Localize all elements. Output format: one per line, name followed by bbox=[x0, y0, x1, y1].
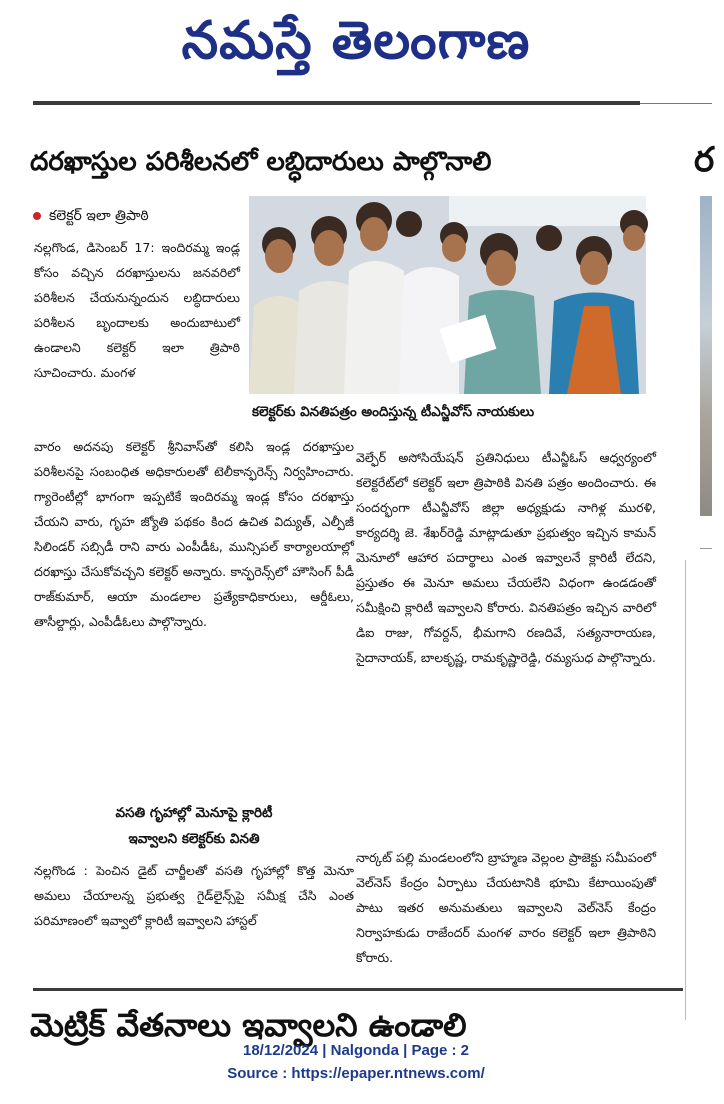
news-photo-illustration bbox=[249, 196, 646, 394]
byline bbox=[33, 205, 149, 227]
photo-caption: కలెక్టర్‌కు వినతిపత్రం అందిస్తున్న టీఎన్జీవోస్ నాయకులు bbox=[252, 404, 535, 420]
article2-subhead-line2: ఇవ్వాలని కలెక్టర్‌కు వినతి bbox=[128, 831, 260, 847]
article2-col2: వెల్ఫేర్ అసోసియేషన్ ప్రతినిధులు టీఎన్జీఓస్ ఆధ్వర్యంలో కలెక్టరేట్‌లో కలెక్టర్ ఇలా త్రిపాఠికి వినతి పత్రం అందించారు. ఈ సందర్భంగా టీఎన్జీవోస్ జిల్లా అధ్యక్షుడు నాగిళ్ల మురళి, కార్యదర్శి జె. శేఖర్‌రెడ్డి మాట్లాడుతూ ప్రభుత్వం ఇచ్చిన కామన్ మెనూలో ఆహార పదార్థాలు ఎంత ఇవ్వాలనే క్లారిటీ లేదని, ప్రస్తుతం ఈ మెనూ అమలు చేయలేని విధంగా ఉండడంతో సమీక్షించి క్లారిటీ ఇవ్వాలని కోరారు. వినతిపత్రం ఇచ్చిన వారిలో డిఐ రాజు, గోవర్దన్, భీమగాని రణదివే, సత్యనారాయణ, సైదానాయక్, బాలకృష్ణ, రామకృష్ణారెడ్డి, రమ్యసుధ పాల్గొన్నారు. bbox=[356, 450, 656, 665]
adjacent-column-cut bbox=[700, 565, 712, 995]
bottom-rule bbox=[33, 988, 683, 991]
top-rule bbox=[33, 101, 640, 105]
adjacent-article-cut-headline: ర bbox=[694, 140, 715, 180]
footer-source: Source : https://epaper.ntnews.com/ bbox=[227, 1065, 485, 1082]
article1-column-bottom bbox=[34, 434, 354, 634]
article2-subhead bbox=[34, 800, 354, 852]
footer-date-edition: 18/12/2024 | Nalgonda | Page : 2 bbox=[243, 1042, 469, 1059]
article2-column-right bbox=[356, 445, 656, 670]
byline-text: కలెక్టర్ ఇలా త్రిపాఠి bbox=[49, 208, 149, 224]
next-article-headline-cut: మెట్రిక్ వేతనాలు ఇవ్వాలని ఉండాలి bbox=[30, 1006, 467, 1044]
article-headline: దరఖాస్తుల పరిశీలనలో లబ్ధిదారులు పాల్గొనాలి bbox=[30, 147, 492, 177]
masthead-title: నమస్తే తెలంగాణ bbox=[181, 11, 531, 71]
article2-column-left bbox=[34, 858, 354, 933]
article3-para1: నార్కట్ పల్లి మండలంలోని బ్రాహ్మణ వెల్లంల ప్రాజెక్టు సమీపంలో వెల్‌నెస్ కేంద్రం ఏర్పాటు చేయటానికి భూమి కేటాయింపుతో పాటు ఇతర అనుమతులు ఇవ్వాలని వెల్‌నెస్ కేంద్రం నిర్వాహకుడు రాజేందర్ మంగళ వారం కలెక్టర్ ఇలా త్రిపాఠిని కోరారు. bbox=[356, 850, 656, 965]
article1-column-top bbox=[34, 235, 240, 385]
article1-para2: వారం అదనపు కలెక్టర్ శ్రీనివాస్‌తో కలిసి ఇండ్ల దరఖాస్తుల పరిశీలనపై సంబంధిత అధికారులతో టెలీకాన్ఫరెన్స్ నిర్వహించారు. గ్యారెంటీల్లో భాగంగా ఇప్పటికే ఇందిరమ్మ ఇండ్ల కోసం దరఖాస్తు చేయని వారు, గృహ జ్యోతి పథకం కింద ఉచిత విద్యుత్, ఎల్పీజీ సిలిండర్ సబ్సిడీ రాని వారు ఎంపీడీఓ, మున్సిపల్ కార్యాలయాల్లో దరఖాస్తు చేసుకోవచ్చని కలెక్టర్ అన్నారు. కాన్ఫరెన్స్‌లో హౌసింగ్ పీడీ రాజ్‌కుమార్, ఆయా మండలాల ప్రత్యేకాధికారులు, ఆర్డీఓలు, తాసీల్దార్లు, ఎంపీడీఓలు పాల్గొన్నారు. bbox=[34, 439, 354, 629]
top-rule-thin bbox=[640, 103, 712, 104]
bullet-icon bbox=[33, 212, 41, 220]
adjacent-divider bbox=[700, 548, 712, 549]
article2-subhead-line1: వసతి గృహాల్లో మెనూపై క్లారిటీ bbox=[115, 805, 273, 821]
article1-para1: నల్లగొండ, డిసెంబర్ 17: ఇందిరమ్మ ఇండ్ల కోసం వచ్చిన దరఖాస్తులను జనవరిలో పరిశీలన చేయనున్నందున లబ్ధిదారులు పరిశీలన బృందాలకు అందుబాటులో ఉండాలని కలెక్టర్ ఇలా త్రిపాఠి సూచించారు. మంగళ bbox=[34, 240, 240, 380]
adjacent-photo-strip bbox=[700, 196, 712, 516]
column-divider bbox=[685, 560, 686, 1020]
article3-column bbox=[356, 845, 656, 970]
article2-para1: నల్లగొండ : పెంచిన డైట్ చార్జీలతో వసతి గృహాల్లో కొత్త మెనూ అమలు చేయాలన్న ప్రభుత్వ గైడ్‌లైన్స్‌పై సమీక్ష చేసి ఎంత పరిమాణంలో ఇవ్వాలో క్లారిటీ ఇవ్వాలని హాస్టల్ bbox=[34, 863, 354, 928]
news-photo bbox=[249, 196, 646, 394]
